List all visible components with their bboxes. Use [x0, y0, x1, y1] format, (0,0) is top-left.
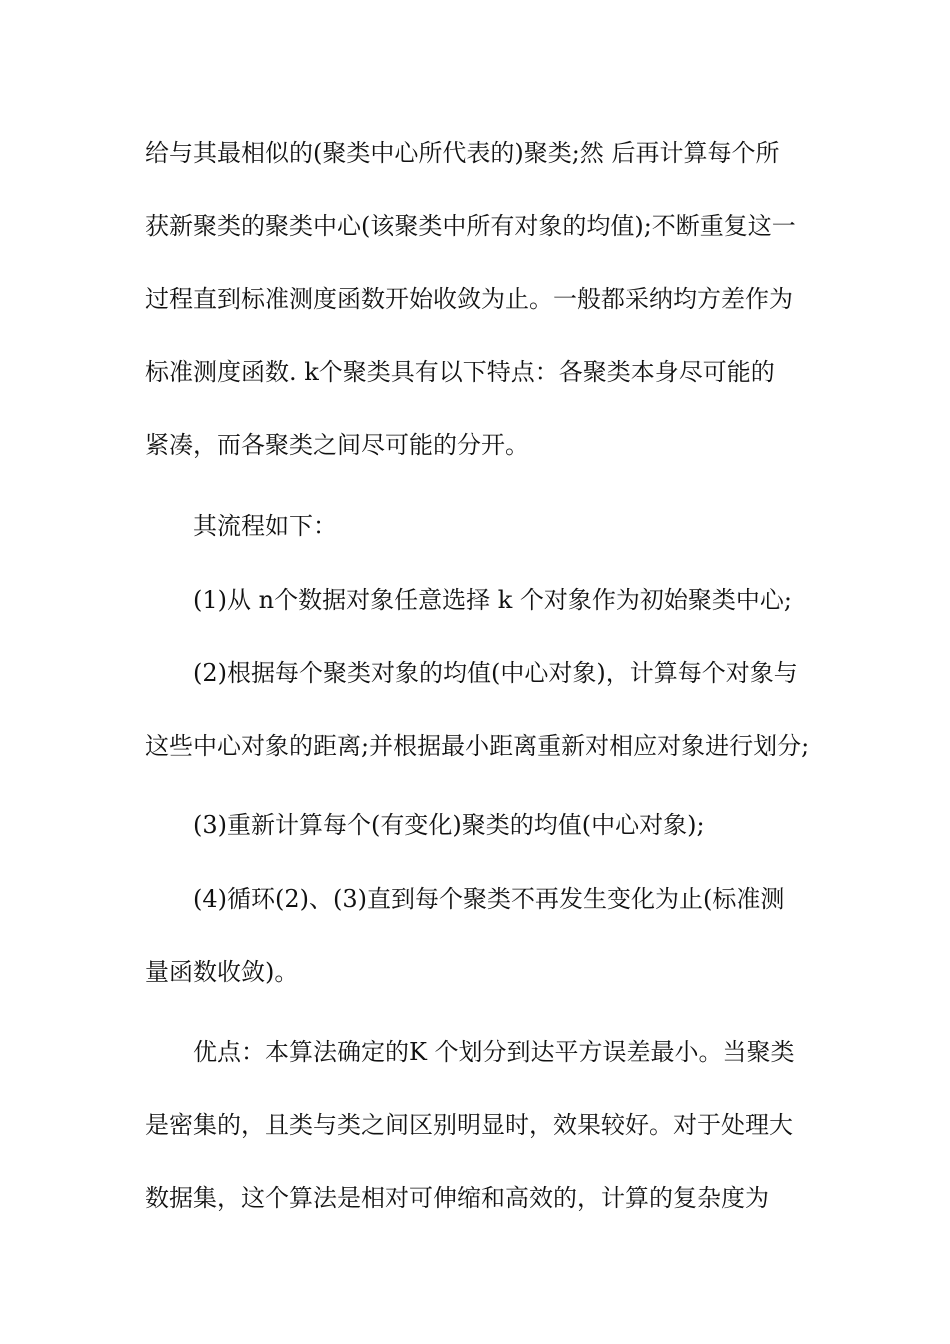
- text-line: 是密集的，且类与类之间区别明显时，效果较好。对于处理大: [145, 1111, 793, 1139]
- text-line: (1)从 n个数据对象任意选择 k 个对象作为初始聚类中心;: [193, 586, 792, 614]
- text-line: 优点：本算法确定的K 个划分到达平方误差最小。当聚类: [193, 1038, 795, 1066]
- text-line: 这些中心对象的距离;并根据最小距离重新对相应对象进行划分;: [145, 732, 810, 760]
- text-line: 获新聚类的聚类中心(该聚类中所有对象的均值);不断重复这一: [145, 212, 796, 240]
- text-line: (4)循环(2)、(3)直到每个聚类不再发生变化为止(标准测: [193, 885, 785, 913]
- text-line: 给与其最相似的(聚类中心所代表的)聚类;然 后再计算每个所: [145, 139, 780, 167]
- text-line: 其流程如下：: [193, 512, 337, 540]
- text-line: (3)重新计算每个(有变化)聚类的均值(中心对象);: [193, 811, 705, 839]
- text-line: 量函数收敛)。: [145, 958, 299, 986]
- text-line: 紧凑，而各聚类之间尽可能的分开。: [145, 431, 529, 459]
- text-line: 过程直到标准测度函数开始收敛为止。一般都采纳均方差作为: [145, 285, 793, 313]
- text-line: 标准测度函数. k个聚类具有以下特点：各聚类本身尽可能的: [145, 358, 775, 386]
- text-line: 数据集，这个算法是相对可伸缩和高效的，计算的复杂度为: [145, 1184, 769, 1212]
- text-line: (2)根据每个聚类对象的均值(中心对象)，计算每个对象与: [193, 659, 798, 687]
